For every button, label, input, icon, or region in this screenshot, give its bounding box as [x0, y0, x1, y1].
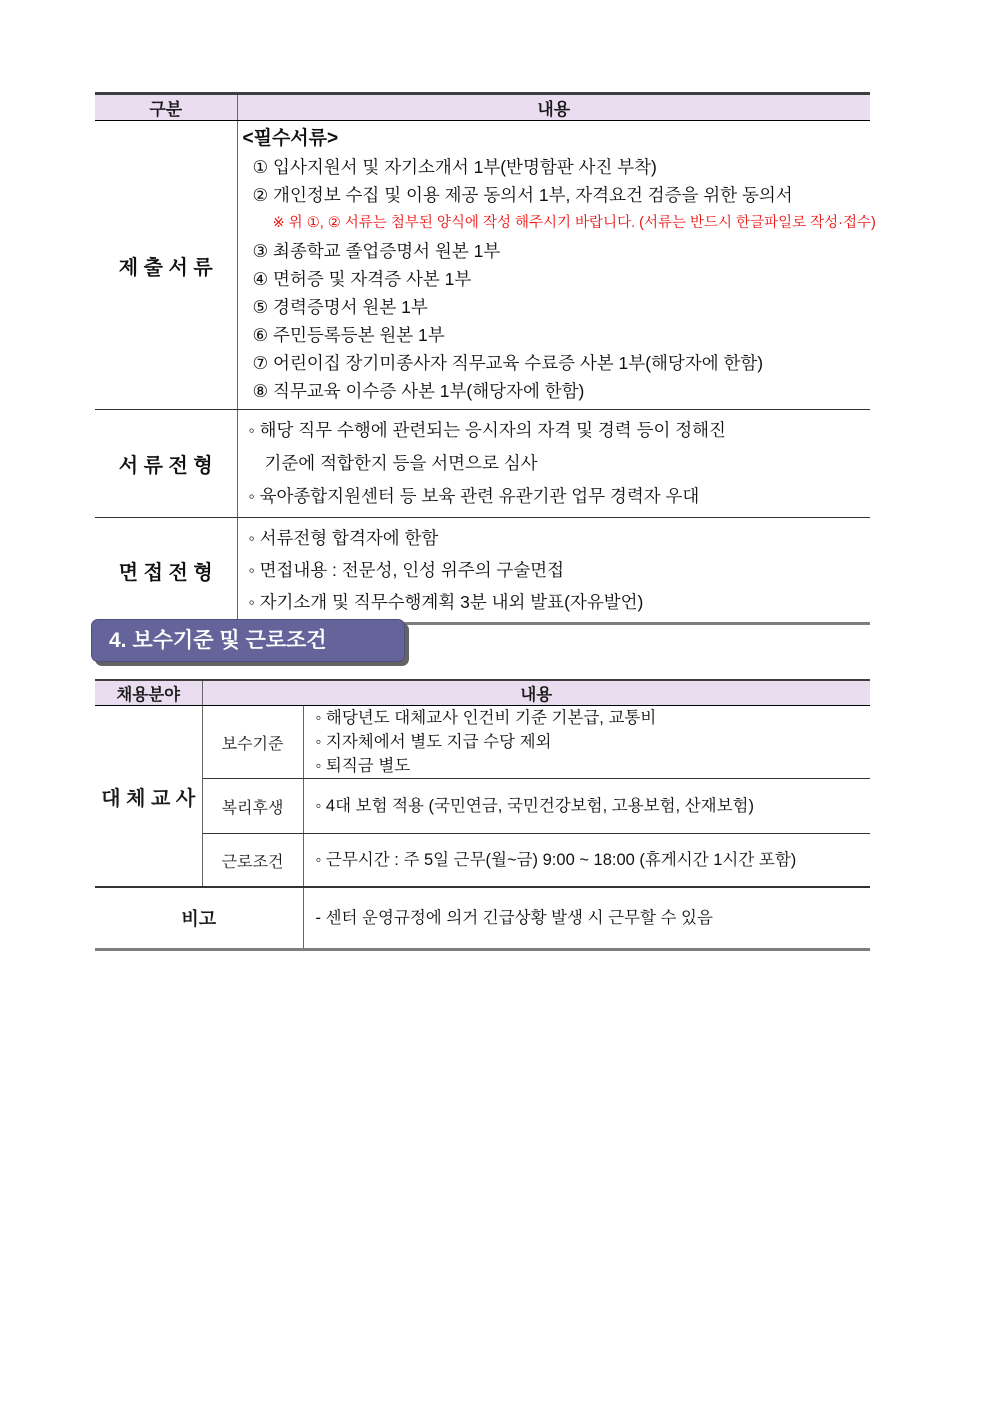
sublabel-welfare: 복리후생: [202, 779, 303, 834]
screening-process-table: [95, 92, 876, 625]
content-line: ⑤ 경력증명서 원본 1부: [252, 297, 428, 317]
content-line: ◦ 자기소개 및 직무수행계획 3분 내외 발표(자유발언): [248, 592, 644, 612]
table-row: [95, 779, 870, 834]
table-row: [95, 518, 870, 624]
table-row: [95, 887, 870, 950]
working-conditions-content: [303, 834, 870, 888]
interview-screening-content: [237, 518, 870, 624]
content-line: ⑦ 어린이집 장기미종사자 직무교육 수료증 사본 1부(해당자에 한함): [252, 353, 764, 373]
remarks-content: [303, 887, 870, 950]
content-line: ◦ 해당년도 대체교사 인건비 기준 기본급, 교통비: [315, 709, 657, 727]
table-row: [95, 410, 870, 518]
content-line: - 센터 운영규정에 의거 긴급상황 발생 시 근무할 수 있음: [315, 909, 713, 927]
table1-header-category: 구분: [95, 94, 237, 121]
content-line: ◦ 퇴직금 별도: [315, 757, 411, 775]
pay-standard-content: [303, 706, 870, 779]
document-screening-content: [237, 410, 870, 518]
content-line: ◦ 지자체에서 별도 지급 수당 제외: [315, 733, 552, 751]
content-line: ◦ 육아종합지원센터 등 보육 관련 유관기관 업무 경력자 우대: [248, 486, 700, 506]
red-note-line: ※ 위 ①, ② 서류는 첨부된 양식에 작성 해주시기 바랍니다. (서류는 반드시 한글파일로 작성·접수): [272, 215, 876, 231]
welfare-content: [303, 779, 870, 834]
content-line: ◦ 근무시간 : 주 5일 근무(월~금) 9:00 ~ 18:00 (휴게시간 1시간 포함): [315, 851, 797, 869]
table-row: [95, 834, 870, 888]
submission-documents-content: [237, 121, 876, 410]
content-line: ② 개인정보 수집 및 이용 제공 동의서 1부, 자격요건 검증을 위한 동의서: [252, 185, 793, 205]
row-label-interview-screening: 면 접 전 형: [95, 518, 237, 624]
content-line: ⑧ 직무교육 이수증 사본 1부(해당자에 한함): [252, 381, 585, 401]
row-label-document-screening: 서 류 전 형: [95, 410, 237, 518]
table1-header-content: 내용: [237, 94, 870, 121]
row-label-substitute-teacher: 대 체 교 사: [95, 706, 202, 888]
compensation-conditions-table: [95, 679, 870, 951]
sublabel-pay-standard: 보수기준: [202, 706, 303, 779]
content-line: 기준에 적합한지 등을 서면으로 심사: [264, 453, 538, 473]
table-row: [95, 706, 870, 779]
content-line: ⑥ 주민등록등본 원본 1부: [252, 325, 445, 345]
required-docs-subtitle: <필수서류>: [242, 128, 339, 149]
content-line: ◦ 해당 직무 수행에 관련되는 응시자의 자격 및 경력 등이 정해진: [248, 420, 726, 440]
table1-header-row: [95, 94, 870, 121]
content-line: ◦ 면접내용 : 전문성, 인성 위주의 구술면접: [248, 560, 565, 580]
content-line: ③ 최종학교 졸업증명서 원본 1부: [252, 241, 501, 261]
row-label-submission-documents: 제 출 서 류: [95, 121, 237, 410]
content-line: ① 입사지원서 및 자기소개서 1부(반명함판 사진 부착): [252, 157, 657, 177]
table2-header-row: [95, 680, 870, 706]
table-row: [95, 121, 870, 410]
content-line: ④ 면허증 및 자격증 사본 1부: [252, 269, 472, 289]
sublabel-working-conditions: 근로조건: [202, 834, 303, 888]
table2-header-category: 채용분야: [95, 680, 202, 706]
table2-header-content: 내용: [202, 680, 870, 706]
section-title-compensation: 4. 보수기준 및 근로조건: [91, 619, 405, 662]
row-label-remarks: 비고: [95, 887, 303, 950]
content-line: ◦ 서류전형 합격자에 한함: [248, 528, 439, 548]
content-line: ◦ 4대 보험 적용 (국민연금, 국민건강보험, 고용보험, 산재보험): [315, 797, 754, 815]
